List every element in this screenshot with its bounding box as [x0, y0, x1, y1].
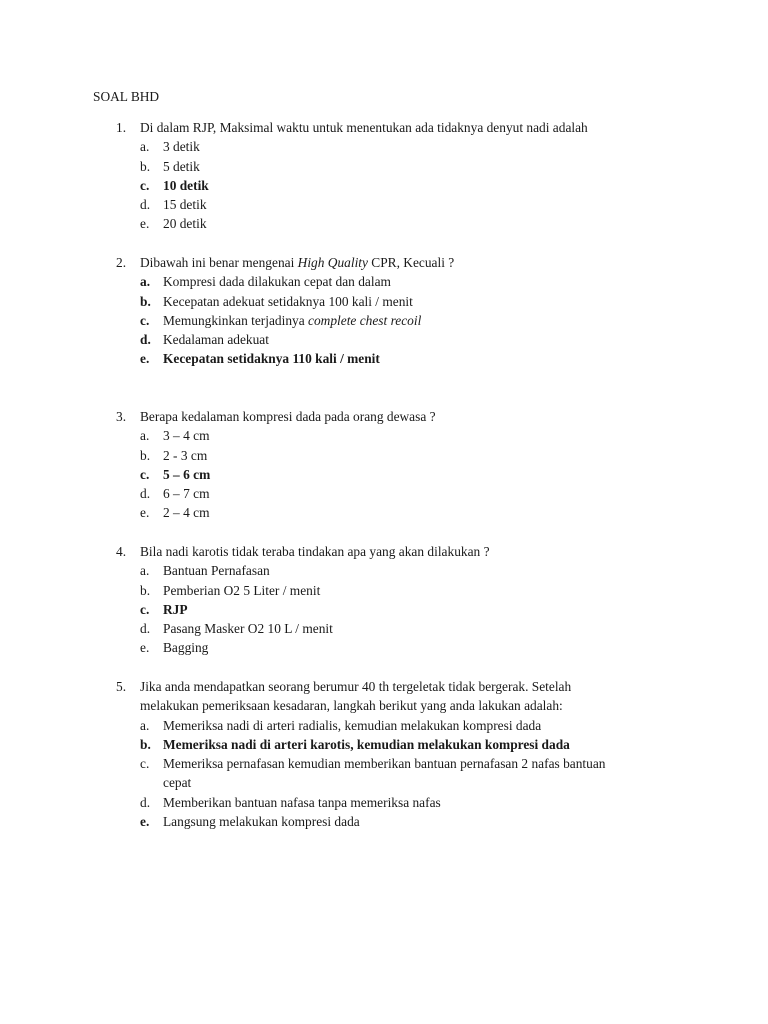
option-text: Langsung melakukan kompresi dada — [163, 814, 360, 830]
option-letter: d. — [140, 197, 151, 213]
option-b-answer — [0, 735, 768, 754]
option-c-answer — [0, 176, 768, 195]
option-letter: e. — [140, 351, 150, 367]
option-a — [0, 272, 768, 291]
question-text: Dibawah ini benar mengenai High Quality CPR, Kecuali ? — [140, 255, 455, 270]
option-letter: e. — [140, 505, 150, 521]
option-text: 5 detik — [163, 158, 200, 174]
option-text: Kecepatan setidaknya 110 kali / menit — [163, 351, 380, 367]
option-text: Kompresi dada dilakukan cepat dan dalam — [163, 274, 391, 290]
option-text: Pemberian O2 5 Liter / menit — [163, 582, 321, 598]
option-b — [0, 581, 768, 600]
option-e — [0, 638, 768, 657]
question-5 — [0, 677, 768, 831]
option-text-line-2: cepat — [163, 775, 192, 791]
option-letter: c. — [140, 312, 150, 328]
option-text: 15 detik — [163, 197, 207, 213]
question-text-line-2: melakukan pemeriksaan kesadaran, langkah berikut yang anda lakukan adalah: — [140, 698, 563, 714]
option-letter: c. — [140, 466, 150, 482]
question-number: 3. — [116, 409, 127, 424]
question-4 — [0, 542, 768, 658]
option-text-line-1: Memeriksa pernafasan kemudian memberikan bantuan pernafasan 2 nafas bantuan — [163, 756, 606, 772]
question-number: 2. — [116, 255, 127, 270]
option-text: Bagging — [163, 640, 209, 656]
question-number: 1. — [116, 120, 127, 135]
option-letter: a. — [140, 139, 150, 155]
option-e-answer — [0, 349, 768, 368]
option-letter: c. — [140, 177, 150, 193]
option-c — [0, 311, 768, 330]
option-e — [0, 503, 768, 522]
option-letter: a. — [140, 428, 150, 444]
option-text: Memberikan bantuan nafasa tanpa memeriksa nafas — [163, 794, 441, 810]
option-letter: b. — [140, 736, 151, 752]
option-e — [0, 812, 768, 831]
question-1 — [0, 118, 768, 234]
option-letter: d. — [140, 794, 151, 810]
option-text: Memeriksa nadi di arteri radialis, kemudian melakukan kompresi dada — [163, 717, 542, 733]
option-d — [0, 484, 768, 503]
option-text: 3 – 4 cm — [163, 428, 210, 444]
option-letter: b. — [140, 158, 151, 174]
option-letter: e. — [140, 640, 150, 656]
option-text: 20 detik — [163, 216, 207, 232]
option-text: Memungkinkan terjadinya complete chest recoil — [163, 312, 422, 328]
option-letter: e. — [140, 814, 150, 830]
option-text: 5 – 6 cm — [163, 466, 211, 482]
option-text: Kecepatan adekuat setidaknya 100 kali / menit — [163, 293, 413, 309]
option-text: RJP — [163, 601, 188, 617]
option-letter: b. — [140, 582, 151, 598]
option-letter: b. — [140, 293, 151, 309]
option-d — [0, 619, 768, 638]
option-letter: e. — [140, 216, 150, 232]
document-title: SOAL BHD — [93, 89, 160, 104]
option-letter: d. — [140, 486, 151, 502]
option-text: 6 – 7 cm — [163, 486, 210, 502]
option-letter: d. — [140, 621, 151, 637]
option-d — [0, 195, 768, 214]
option-text: 10 detik — [163, 177, 209, 193]
option-text: Pasang Masker O2 10 L / menit — [163, 621, 333, 637]
option-e — [0, 214, 768, 233]
option-b — [0, 157, 768, 176]
option-letter: a. — [140, 717, 150, 733]
option-a — [0, 561, 768, 580]
option-a — [0, 716, 768, 735]
option-a — [0, 137, 768, 156]
option-letter: c. — [140, 756, 150, 772]
option-b — [0, 446, 768, 465]
option-c-continuation — [0, 773, 768, 792]
question-number: 5. — [116, 679, 127, 694]
option-letter: b. — [140, 447, 151, 463]
question-text-line-1: Jika anda mendapatkan seorang berumur 40 th tergeletak tidak bergerak. Setelah — [140, 679, 572, 694]
option-text: 2 – 4 cm — [163, 505, 210, 521]
option-text: Bantuan Pernafasan — [163, 563, 270, 579]
option-text: 2 - 3 cm — [163, 447, 208, 463]
question-3 — [0, 407, 768, 523]
question-text: Berapa kedalaman kompresi dada pada orang dewasa ? — [140, 409, 436, 424]
question-text: Di dalam RJP, Maksimal waktu untuk menentukan ada tidaknya denyut nadi adalah — [140, 120, 588, 135]
option-text: Memeriksa nadi di arteri karotis, kemudian melakukan kompresi dada — [163, 736, 570, 752]
option-d — [0, 330, 768, 349]
question-number: 4. — [116, 544, 127, 559]
option-text: 3 detik — [163, 139, 200, 155]
option-c-answer — [0, 600, 768, 619]
option-c — [0, 754, 768, 773]
option-letter: d. — [140, 332, 151, 348]
question-text: Bila nadi karotis tidak teraba tindakan apa yang akan dilakukan ? — [140, 544, 490, 559]
option-c-answer — [0, 465, 768, 484]
option-letter: a. — [140, 563, 150, 579]
option-a — [0, 426, 768, 445]
option-letter: a. — [140, 274, 151, 290]
option-b — [0, 292, 768, 311]
option-d — [0, 793, 768, 812]
option-letter: c. — [140, 601, 150, 617]
question-2 — [0, 253, 768, 369]
option-text: Kedalaman adekuat — [163, 332, 269, 348]
